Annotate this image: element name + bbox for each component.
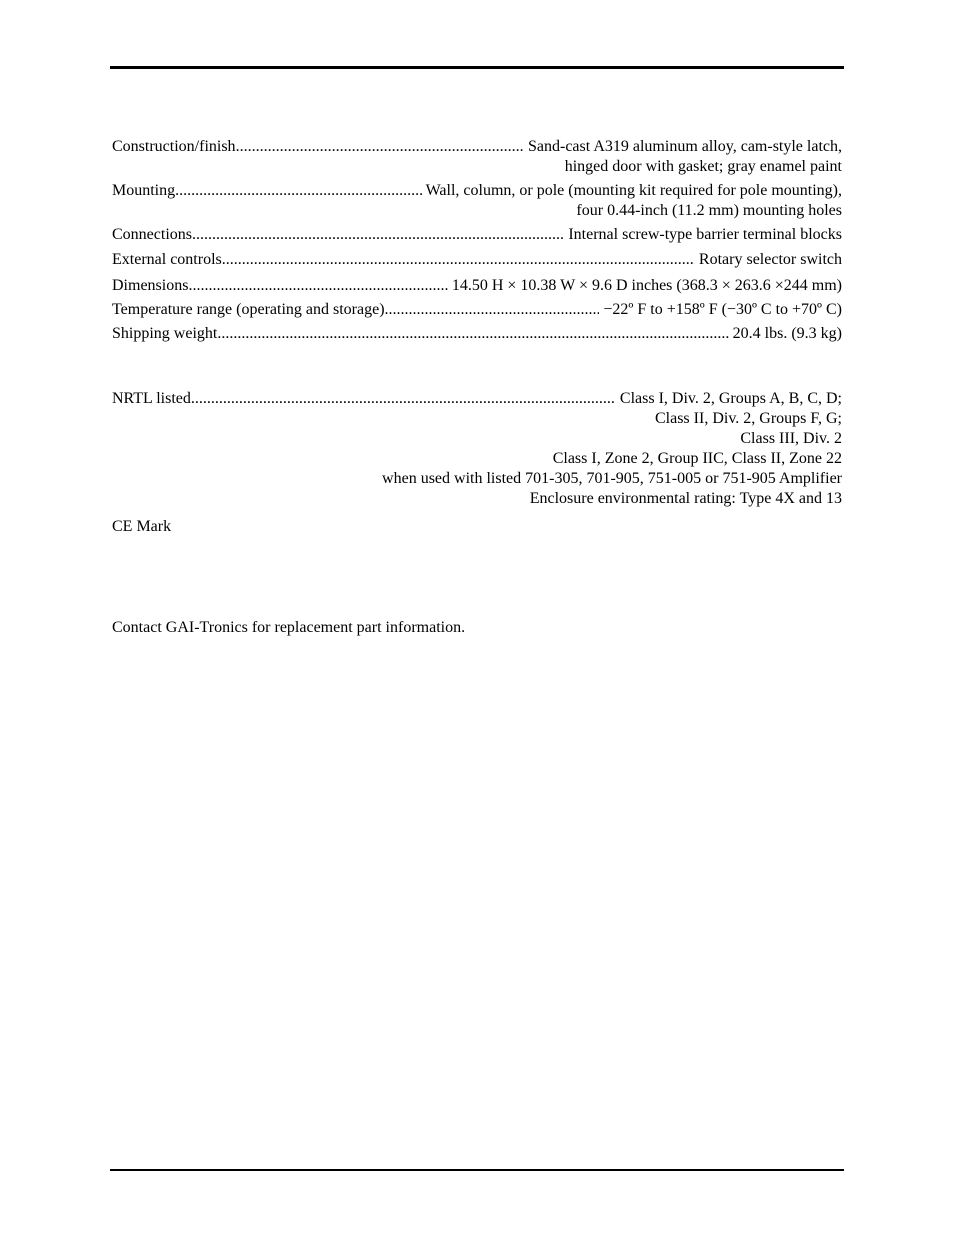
spec-row-mounting [112, 181, 842, 221]
spec-row-external-controls [112, 250, 842, 270]
dot-leader [188, 276, 447, 296]
spec-row-dimensions [112, 276, 842, 296]
spec-label: Mounting [112, 182, 176, 199]
spec-label: Dimensions [112, 277, 189, 294]
header-rule [110, 66, 844, 69]
dot-leader [385, 300, 600, 320]
replacement-parts-text: Contact GAI-Tronics for replacement part information. [112, 619, 466, 636]
dot-leader [217, 324, 728, 344]
cert-value-continued: Class I, Zone 2, Group IIC, Class II, Zone 22 [552, 450, 842, 467]
cert-row-nrtl [112, 389, 842, 509]
spec-label: Connections [112, 226, 192, 243]
spec-value: Rotary selector switch [698, 251, 842, 268]
cert-value-continued: Class II, Div. 2, Groups F, G; [654, 410, 842, 427]
cert-value: Class I, Div. 2, Groups A, B, C, D; [619, 390, 842, 407]
spec-value: 20.4 lbs. (9.3 kg) [732, 325, 842, 342]
spec-row-construction [112, 137, 842, 177]
ce-mark-label: CE Mark [112, 518, 172, 535]
spec-row-shipping-weight [112, 324, 842, 344]
cert-value-continued: Class III, Div. 2 [740, 430, 842, 447]
spec-label: Construction/finish [112, 138, 236, 155]
dot-leader [192, 225, 564, 245]
spec-value: −22º F to +158º F (−30º C to +70º C) [603, 301, 842, 318]
spec-row-temperature [112, 300, 842, 320]
spec-value-continued: four 0.44-inch (11.2 mm) mounting holes [576, 202, 842, 219]
spec-value: Internal screw-type barrier terminal blocks [568, 226, 842, 243]
footer-rule [110, 1169, 844, 1171]
cert-value-continued: when used with listed 701-305, 701-905, 751-005 or 751-905 Amplifier [382, 470, 842, 487]
cert-label: NRTL listed [112, 390, 191, 407]
spec-value-continued: hinged door with gasket; gray enamel paint [564, 158, 842, 175]
spec-label: External controls [112, 251, 222, 268]
spec-row-connections [112, 225, 842, 245]
spec-label: Temperature range (operating and storage) [112, 301, 385, 318]
spec-value: 14.50 H × 10.38 W × 9.6 D inches (368.3 × 263.6 ×244 mm) [451, 277, 842, 294]
dot-leader [222, 250, 695, 270]
spec-label: Shipping weight [112, 325, 218, 342]
dot-leader [236, 137, 524, 157]
spec-value: Wall, column, or pole (mounting kit required for pole mounting), [425, 182, 842, 199]
cert-value-continued: Enclosure environmental rating: Type 4X and 13 [529, 490, 842, 507]
spec-value: Sand-cast A319 aluminum alloy, cam-style latch, [528, 138, 842, 155]
dot-leader [191, 389, 616, 409]
dot-leader [175, 181, 421, 201]
